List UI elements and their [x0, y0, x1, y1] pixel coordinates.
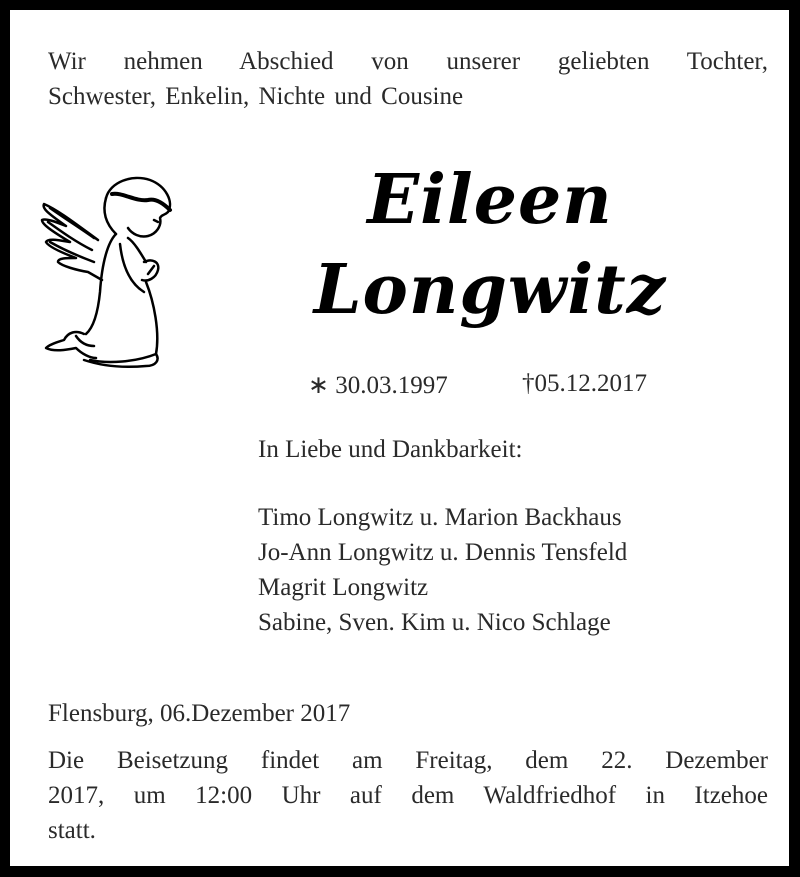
praying-angel-icon	[36, 162, 186, 377]
deceased-name	[210, 155, 770, 335]
mourners-list	[258, 500, 627, 640]
funeral-line-3: statt.	[48, 817, 96, 844]
intro-line-2: Schwester, Enkelin, Nichte und Cousine	[48, 83, 464, 110]
obituary-card	[10, 10, 789, 866]
funeral-line-1: Die Beisetzung findet am Freitag, dem 22. Dezember	[48, 747, 768, 774]
intro-text	[48, 44, 768, 114]
birth-date	[308, 370, 448, 400]
place-date: Flensburg, 06.Dezember 2017	[48, 700, 351, 727]
death-date	[522, 370, 647, 398]
intro-line-1: Wir nehmen Abschied von unserer geliebten Tochter,	[48, 48, 768, 75]
mourners-heading: In Liebe und Dankbarkeit:	[258, 436, 523, 463]
mourner-item: Timo Longwitz u. Marion Backhaus	[258, 504, 622, 531]
first-name: Eileen	[367, 160, 613, 240]
last-name: Longwitz	[313, 250, 667, 330]
birth-date-value: 30.03.1997	[335, 372, 448, 399]
mourner-item: Magrit Longwitz	[258, 574, 429, 601]
star-icon: ∗	[308, 372, 329, 399]
funeral-line-2: 2017, um 12:00 Uhr auf dem Waldfriedhof in Itzehoe	[48, 782, 768, 809]
cross-icon: †	[522, 370, 535, 397]
death-date-value: 05.12.2017	[534, 370, 647, 397]
funeral-info	[48, 743, 768, 848]
mourner-item: Jo-Ann Longwitz u. Dennis Tensfeld	[258, 539, 628, 566]
mourner-item: Sabine, Sven. Kim u. Nico Schlage	[258, 609, 611, 636]
